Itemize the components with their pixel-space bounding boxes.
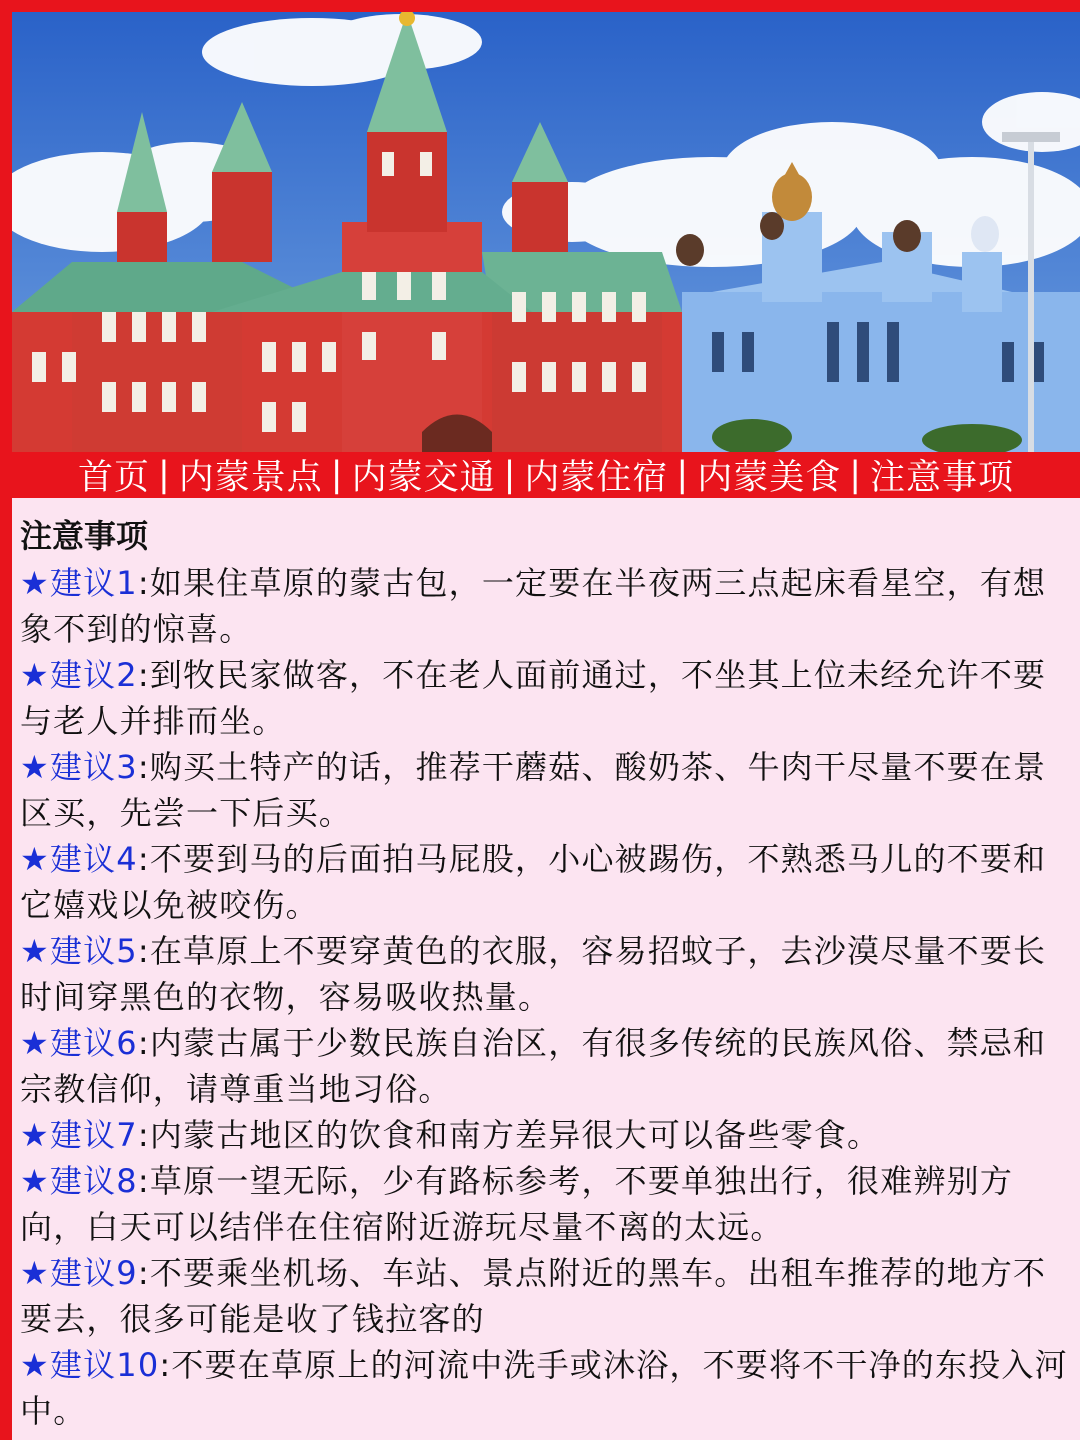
tip-label: ★建议4: [20, 840, 138, 878]
castle-illustration: [12, 12, 1080, 452]
nav-item-attractions[interactable]: 内蒙景点: [178, 458, 323, 498]
nav-separator: |: [676, 455, 690, 495]
tip-text: :不要乘坐机场、车站、景点附近的黑车。出租车推荐的地方不要去，很多可能是收了钱拉客的: [20, 1254, 1047, 1338]
tip-item: [20, 836, 1080, 928]
tip-text: :不要在草原上的河流中洗手或沐浴，不要将不干净的东投入河中。: [20, 1346, 1068, 1430]
tip-item: [20, 1250, 1080, 1342]
tip-item: [20, 1112, 1080, 1158]
section-title: 注意事项: [20, 517, 149, 555]
nav-separator: |: [849, 455, 863, 495]
tip-text: :草原一望无际，少有路标参考，不要单独出行，很难辨别方向，白天可以结伴在住宿附近游玩尽量不离的太远。: [20, 1162, 1014, 1246]
tip-item: [20, 744, 1080, 836]
tip-label: ★建议7: [20, 1116, 138, 1154]
hero-photo: [12, 12, 1080, 452]
nav-item-home[interactable]: 首页: [77, 458, 150, 498]
tip-text: :内蒙古属于少数民族自治区，有很多传统的民族风俗、禁忌和宗教信仰，请尊重当地习俗。: [20, 1024, 1047, 1108]
tip-label: ★建议5: [20, 932, 138, 970]
tip-label: ★建议1: [20, 564, 138, 602]
nav-item-lodging[interactable]: 内蒙住宿: [524, 458, 669, 498]
tip-text: :在草原上不要穿黄色的衣服，容易招蚊子，去沙漠尽量不要长时间穿黑色的衣物，容易吸收热量。: [20, 932, 1047, 1016]
tip-label: ★建议3: [20, 748, 138, 786]
nav-item-notes[interactable]: 注意事项: [870, 458, 1015, 498]
tip-label: ★建议8: [20, 1162, 138, 1200]
tip-item: [20, 1158, 1080, 1250]
tip-text: :内蒙古地区的饮食和南方差异很大可以备些零食。: [137, 1116, 881, 1154]
tip-label: ★建议2: [20, 656, 138, 694]
nav-separator: |: [157, 455, 171, 495]
top-navigation: [12, 452, 1080, 498]
tip-label: ★建议10: [20, 1346, 160, 1384]
tip-label: ★建议9: [20, 1254, 138, 1292]
tip-item: [20, 652, 1080, 744]
tip-item: [20, 928, 1080, 1020]
tips-panel: [12, 498, 1080, 1440]
tip-text: :不要到马的后面拍马屁股，小心被踢伤，不熟悉马儿的不要和它嬉戏以免被咬伤。: [20, 840, 1047, 924]
nav-separator: |: [330, 455, 344, 495]
nav-item-food[interactable]: 内蒙美食: [697, 458, 842, 498]
tip-item: [20, 1342, 1080, 1434]
nav-separator: |: [503, 455, 517, 495]
tip-item: [20, 560, 1080, 652]
tip-label: ★建议6: [20, 1024, 138, 1062]
nav-item-transport[interactable]: 内蒙交通: [351, 458, 496, 498]
tip-text: :购买土特产的话，推荐干蘑菇、酸奶茶、牛肉干尽量不要在景区买，先尝一下后买。: [20, 748, 1047, 832]
tip-item: [20, 1020, 1080, 1112]
tip-text: :如果住草原的蒙古包，一定要在半夜两三点起床看星空，有想象不到的惊喜。: [20, 564, 1047, 648]
tip-text: :到牧民家做客，不在老人面前通过，不坐其上位未经允许不要与老人并排而坐。: [20, 656, 1047, 740]
